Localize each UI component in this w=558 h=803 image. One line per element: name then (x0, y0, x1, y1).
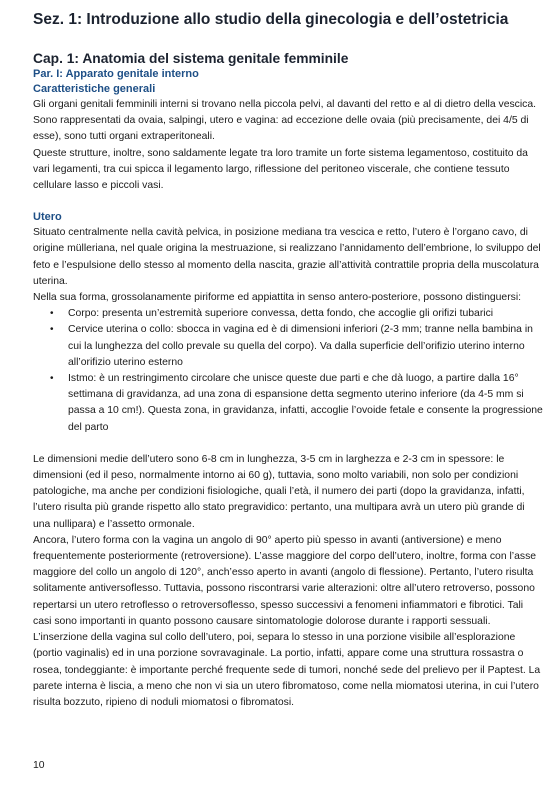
list-item (33, 371, 543, 436)
general-heading: Caratteristiche generali (33, 83, 156, 95)
section-title: Sez. 1: Introduzione allo studio della ginecologia e dell’ostetricia (33, 11, 509, 28)
chapter-title: Cap. 1: Anatomia del sistema genitale femminile (33, 51, 349, 66)
utero-paragraph-1: Situato centralmente nella cavità pelvica, in posizione mediana tra vescica e retto, l’utero è l’organo cavo, di origine mülleriana, nel quale origina la mestruazione, si realizzano l’annidamento dell’embrione, lo sviluppo del feto e l’espulsione dello stesso al momento della nascita, grazie all’attività contrattile propria della muscolatura uterina. (33, 227, 541, 287)
page-content (33, 10, 543, 711)
bullet-icon: • (50, 324, 54, 336)
page-number: 10 (33, 760, 45, 771)
list-item-text: Istmo: è un restringimento circolare che unisce queste due parti e che dà luogo, a partire dalla 16° settimana di gravidanza, ad una zona di espansione detta segmento uterino inferiore (da 4-5 mm si passa a 10 cm!). Questa zona, in gravidanza, infatti, accoglie l’ovoide fetale e consente la progressione del parto (68, 373, 543, 433)
part-title: Par. I: Apparato genitale interno (33, 68, 199, 80)
list-item (33, 306, 543, 322)
utero-heading: Utero (33, 211, 62, 224)
utero-paragraph-4: Ancora, l’utero forma con la vagina un angolo di 90° aperto più spesso in avanti (antiversione) e meno frequentemente posteriormente (retroversione). L’asse maggiore del corpo dell’utero, inoltre, forma con l’asse maggiore del collo un angolo di 120°, anch’esso aperto in avanti (angolo di flessione). Pertanto, l’utero risulta solitamente antiversoflesso. Tuttavia, possono riscontrarsi varie alterazioni: oltre all’utero retroverso, possono repertarsi un utero retroflesso o retroversoflesso, spesso successivi a fenomeni infiammatori e fibrotici. Tali casi sono importanti in quanto possono causare sintomatologie dolorose durante i rapporti sessuali. (33, 534, 537, 627)
spacer (33, 436, 543, 452)
utero-paragraph-2: Nella sua forma, grossolanamente piriforme ed appiattita in senso antero-posteriore, possono distinguersi: (33, 292, 522, 304)
utero-paragraph-5: L’inserzione della vagina sul collo dell’utero, poi, separa lo stesso in una porzione visibile all’esplorazione (portio vaginalis) ed in una porzione sovravaginale. La portio, infatti, appare come una struttura rossastra o rosea, tondeggiante: è importante perché frequente sede di tumori, nonché sede del prelievo per il Paptest. La parete interna è liscia, a meno che non vi sia un utero fibromatoso, come nella miomatosi uterina, in cui l’utero risulta bozzuto, ripieno di noduli miomatosi o fibromatosi. (33, 632, 541, 708)
list-item-text: Corpo: presenta un’estremità superiore convessa, detta fondo, che accoglie gli orifizi tubarici (68, 308, 494, 320)
bullet-icon: • (50, 373, 54, 385)
list-item-text: Cervice uterina o collo: sbocca in vagina ed è di dimensioni inferiori (2-3 mm; tranne nella bambina in cui la lunghezza del collo prevale su quella del corpo). Va dalla superficie dell’orifizio uterino interno all’orifizio uterino esterno (68, 324, 533, 368)
general-paragraph-2: Queste strutture, inoltre, sono saldamente legate tra loro tramite un forte sistema legamentoso, costituito da vari legamenti, tra cui spicca il legamento largo, riflessione del peritoneo viscerale, che contiene tessuto cellulare lasso e piccoli vasi. (33, 147, 528, 192)
list-item (33, 322, 543, 371)
spacer (33, 194, 543, 210)
utero-paragraph-3: Le dimensioni medie dell’utero sono 6-8 cm in lunghezza, 3-5 cm in larghezza e 2-3 cm in spessore: le dimensioni (ed il peso, normalmente intorno ai 60 g), tuttavia, sono molto variabili, non solo per condizioni patologiche, ma anche per condizioni fisiologiche, quali l’età, il numero dei parti (dopo la gravidanza, infatti, l’utero risulta più grande rispetto allo stato pregravidico: pertanto, una multipara avrà un utero più grande di una nullipara) e l’assetto ormonale. (33, 453, 525, 530)
utero-parts-list (33, 306, 543, 436)
bullet-icon: • (50, 308, 54, 320)
general-paragraph-1: Gli organi genitali femminili interni si trovano nella piccola pelvi, al davanti del retto e al di dietro della vescica. Sono rappresentati da ovaia, salpingi, utero e vagina: ad eccezione delle ovaia (più precisamente, dei 4/5 di esse), sono tutti organi extraperitoneali. (33, 99, 537, 143)
